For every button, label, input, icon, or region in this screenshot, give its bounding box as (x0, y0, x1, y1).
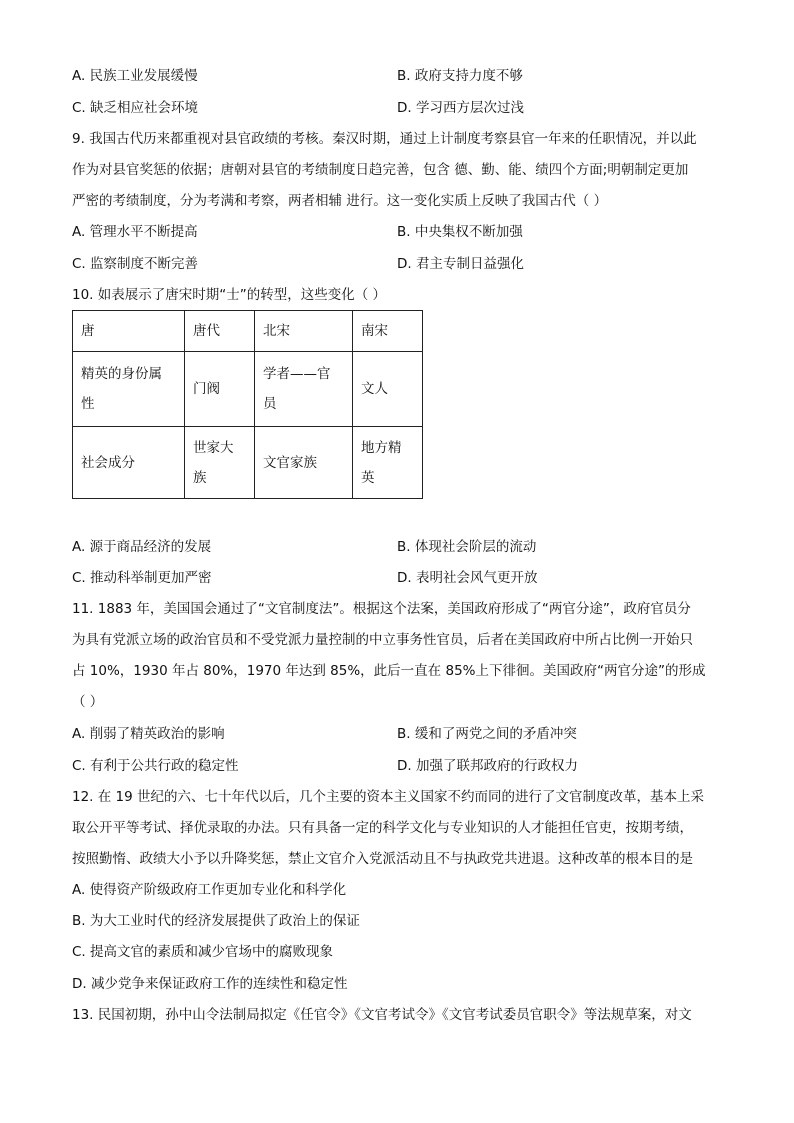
q12-stem-line-1: 12. 在 19 世纪的六、七十年代以后，几个主要的资本主义国家不约而同的进行了文官制度改革，基本上采 (72, 789, 705, 805)
table-header-cell: 唐代 (185, 311, 255, 352)
q10-option-c: C. 推动科举制更加严密 (72, 570, 212, 586)
table-cell: 门阀 (185, 352, 255, 427)
q12-option-d: D. 减少党争来保证政府工作的连续性和稳定性 (72, 976, 348, 992)
table-cell: 文人 (353, 352, 423, 427)
q9-option-b: B. 中央集权不断加强 (397, 224, 523, 240)
table-cell: 精英的身份属 性 (73, 352, 185, 427)
q8-option-d: D. 学习西方层次过浅 (397, 100, 524, 116)
table-header-cell: 南宋 (353, 311, 423, 352)
q9-option-c: C. 监察制度不断完善 (72, 256, 199, 272)
q10-table (72, 310, 423, 499)
table-cell: 地方精 英 (353, 427, 423, 499)
table-header-cell: 北宋 (255, 311, 353, 352)
q9-stem-line-3: 严密的考绩制度，分为考满和考察，两者相辅 进行。这一变化实质上反映了我国古代（ ） (72, 193, 608, 209)
q10-option-b: B. 体现社会阶层的流动 (397, 539, 537, 555)
q12-stem-line-2: 取公开平等考试、择优录取的办法。只有具备一定的科学文化与专业知识的人才能担任官吏，按期考绩， (72, 820, 693, 836)
q13-stem-line-1: 13. 民国初期，孙中山令法制局拟定《任官令》《文官考试令》《文官考试委员官职令》等法规草案，对文 (72, 1007, 692, 1023)
q12-option-c: C. 提高文官的素质和减少官场中的腐败现象 (72, 944, 334, 960)
q12-option-a: A. 使得资产阶级政府工作更加专业化和科学化 (72, 882, 347, 898)
table-row (73, 427, 423, 499)
q11-option-a: A. 削弱了精英政治的影响 (72, 726, 225, 742)
q8-option-c: C. 缺乏相应社会环境 (72, 100, 199, 116)
q9-option-a: A. 管理水平不断提高 (72, 224, 198, 240)
table-header-cell: 唐 (73, 311, 185, 352)
table-cell: 社会成分 (73, 427, 185, 499)
table-cell: 世家大 族 (185, 427, 255, 499)
q9-stem-line-1: 9. 我国古代历来都重视对县官政绩的考核。秦汉时期，通过上计制度考察县官一年来的任职情况，并以此 (72, 131, 697, 147)
q10-stem: 10. 如表展示了唐宋时期“士”的转型，这些变化（ ） (72, 287, 387, 303)
q11-option-c: C. 有利于公共行政的稳定性 (72, 758, 239, 774)
table-cell: 学者——官 员 (255, 352, 353, 427)
q10-option-d: D. 表明社会风气更开放 (397, 570, 538, 586)
q10-option-a: A. 源于商品经济的发展 (72, 539, 212, 555)
q11-stem-line-1: 11. 1883 年，美国国会通过了“文官制度法”。根据这个法案，美国政府形成了“两官分途”，政府官员分 (72, 601, 691, 617)
table-cell: 文官家族 (255, 427, 353, 499)
q11-option-d: D. 加强了联邦政府的行政权力 (397, 758, 578, 774)
q11-stem-line-4: （ ） (72, 694, 104, 710)
q12-option-b: B. 为大工业时代的经济发展提供了政治上的保证 (72, 913, 360, 929)
q9-option-d: D. 君主专制日益强化 (397, 256, 524, 272)
table-row (73, 352, 423, 427)
q12-stem-line-3: 按照勤惰、政绩大小予以升降奖惩，禁止文官介入党派活动且不与执政党共进退。这种改革的根本目的是 (72, 851, 693, 867)
q9-stem-line-2: 作为对县官奖惩的依据；唐朝对县官的考绩制度日趋完善，包含 德、勤、能、绩四个方面;明朝制定更加 (72, 162, 689, 178)
table-header-row (73, 311, 423, 352)
q11-stem-line-2: 为具有党派立场的政治官员和不受党派力量控制的中立事务性官员，后者在美国政府中所占比例一开始只 (72, 632, 693, 648)
q8-option-b: B. 政府支持力度不够 (397, 68, 523, 84)
q8-option-a: A. 民族工业发展缓慢 (72, 68, 198, 84)
q11-stem-line-3: 占 10%，1930 年占 80%，1970 年达到 85%，此后一直在 85%上下徘徊。美国政府“两官分途”的形成 (72, 663, 706, 679)
q11-option-b: B. 缓和了两党之间的矛盾冲突 (397, 726, 577, 742)
